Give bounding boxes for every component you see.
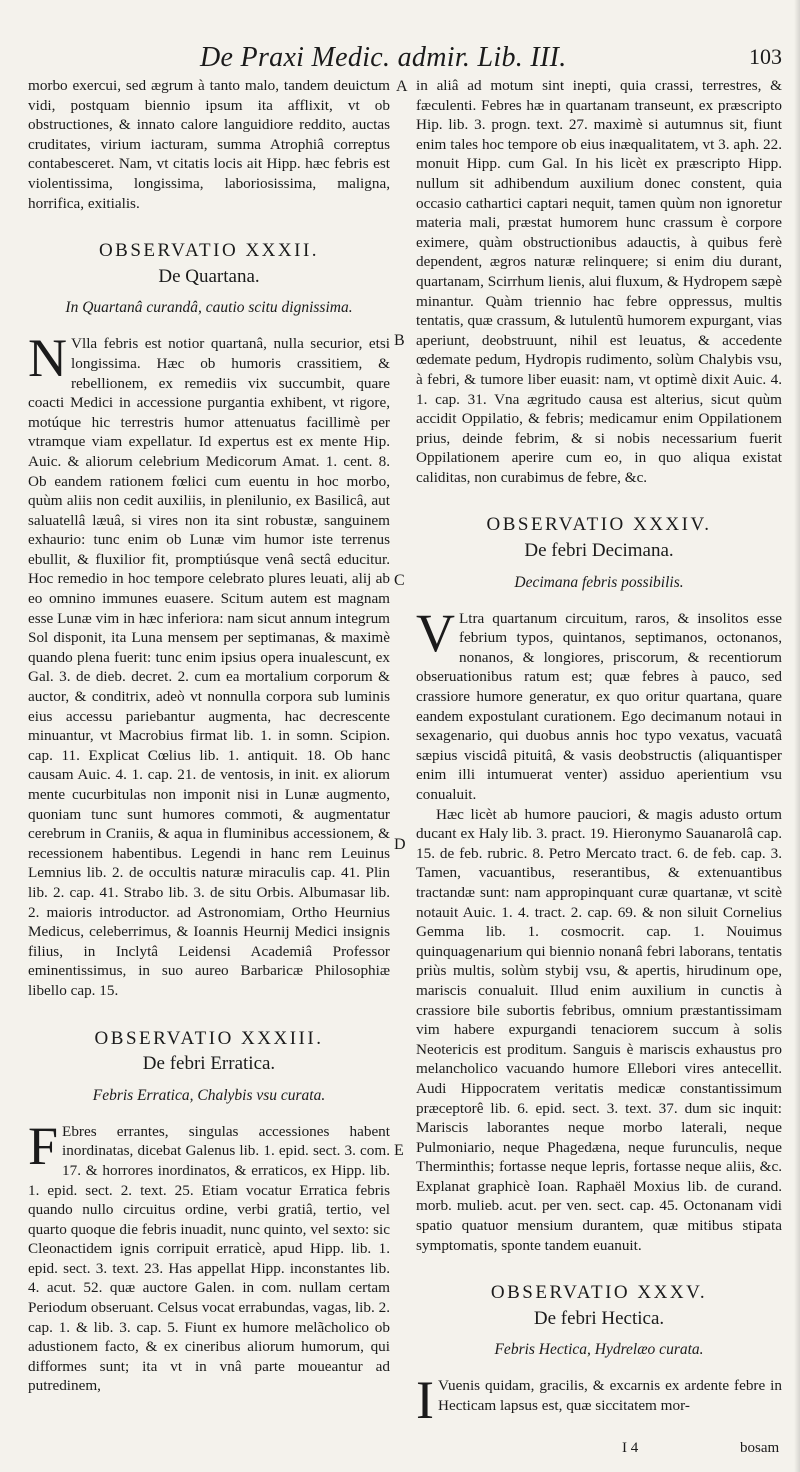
observation-32-body <box>28 328 390 1000</box>
observation-34-motto: Decimana febris possibilis. <box>514 573 684 591</box>
drop-capital: I <box>416 1370 434 1431</box>
left-continuation-paragraph: morbo exercui, sed ægrum à tanto malo, tandem deuictum vidi, postquam biennio ipsum ita afflixit, vt ob obstructiones, & innato calore languidiore reddito, auctas cruditates, virium iacturam, summa Atrophiâ correptus contabesceret. Nam, vt citatis locis ait Hipp. hæc febris est violentissima, longissima, laboriosissima, maligna, horrifica, exitialis. <box>28 77 390 212</box>
drop-capital: N <box>28 328 67 389</box>
observation-34-body <box>416 602 782 805</box>
observation-32-text: Vlla febris est notior quartanâ, nulla securior, etsi longissima. Hæc ob humoris crassitiem, & rebellionem, ex remediis vix succumbit, quare coacti Medici in accessione purgantia exhibent, vt rigore, motúque hic terrestris humor attenuatus facillimè per vtramque viam expellatur. Id expertus est ex mente Hip. Auic. & aliorum celebrium Medicorum Amat. 1. cent. 8. Ob eandem rationem fœlici cum euentu in hoc morbo, quùm aliis non cedit auxiliis, in plenilunio, ex Basilicâ, aut saluatellâ læuâ, si vires non ita sint robustæ, sanguinem exhaurio: tunc enim ob Lunæ vim humor iste terrenus ebullit, & fluxilior fit, promptiúsque venâ sectâ educitur. Hoc remedio in hoc tempore celebrato plures leuati, alij ab eo omnino immunes euasere. Scitum autem est magnam esse Lunæ vim in hæc inferiora: nam sicut annum integrum Sol disponit, ita Luna mensem per septimanas, & maximè quando plena fuerit: tunc enim ipsius opera inualescunt, ex Gal. 3. de dieb. decret. 2. cum ea mortalium corporum & auctor, & conditrix, adeò vt nonnulla corpora sub luminis eius accessu pariebantur augmenta, hac decrescente minuantur, vt Macrobius firmat lib. 1. in somn. Scipion. cap. 11. Explicat Cœlius lib. 1. antiquit. 18. Ob hanc causam Auic. 4. 1. cap. 21. de ventosis, in init. ex aliorum mente cucurbitulas non imponit nisi in Lunæ augmento, quoniam tunc sunt humores commoti, & augmentatur cerebrum in Craniis, & aqua in fluminibus accessionem, & recessionem habentibus. Legendi in hanc rem Leuinus Lemnius lib. 2. de occultis naturæ miraculis cap. 41. Plin lib. 2. cap. 41. Strabo lib. 3. de situ Orbis. Albumasar lib. 2. maioris introductor. ad Astronomiam, Ortho Heurnius Medicus, celeberrimus, & Ioannis Heurnij Medici insignis filius, in Inclytâ Leidensi Academiâ Professor eminentissimus, in suo aureo Barbaricæ Philosophiæ libello cap. 15. <box>28 335 390 999</box>
right-continuation-paragraph: in aliâ ad motum sint inepti, quia crassi, terrestres, & fæculenti. Febres hæ in quartanam transeunt, ex præscripto Hip. lib. 3. progn. text. 27. maximè si autumnus sit, fiunt enim tales hoc tempore ob eius inæqualitatem, vt 3. aph. 22. monuit Hipp. cum Gal. In his licèt ex præscripto Hipp. nullum sit adhibendum auxilium donec constent, quia occasio cathartici captari nequit, tamen quùm non ignoretur materia mali, præstat humorem hunc crassum è corpore eximere, quàm obstructionibus adauctis, à quibus ferè dependent, ægros naturæ relinquere; si enim diu durant, quartanam, Scirrhum lienis, alui fluxum, & Hydropem sæpè minantur. Quàm triennio hac febre oppressus, multis tentatis, quæ crassum, & lutulentũ humorem expurgant, vias aperiunt, deobstruunt, nihil est leuatus, & accedente œdemate pedum, Hydropis rudimento, solùm Chalybis vsu, à febri, & tumore liber euasit: nam, vt optimè dixit Auic. 4. 1. cap. 31. Vna ægritudo causa est alterius, sicut quùm accidit Oppilatio, & febris; medicamur enim Oppilationem prius, deinde febrim, & si nobis necessarium fuerit Oppilationem aperire cum eo, in quo aliqua existat caliditas, non curabimus de febre, &c. <box>416 77 782 486</box>
observation-33-subtitle: De febri Erratica. <box>142 1053 276 1075</box>
observation-35-motto: Febris Hectica, Hydrelæo curata. <box>494 1341 704 1359</box>
observation-35-subtitle: De febri Hectica. <box>533 1307 665 1329</box>
observation-34-text: Ltra quartanum circuitum, raros, & insolitos esse febrium typos, quintanos, septimanos, octonanos, nonanos, & longiores, priscorum, & recentiorum obseruationibus ratum est; quæ febres à pauco, sed crassiore humore generatur, ex quo oritur quartana, quare eandem expostulant curationem. Ego decimanum notaui in sexagenario, qui duobus annis hoc typo vexatus, vacuatâ sæpius viscidâ pituitâ, & vasis deobstructis (aliquantisper enim illi intumuerat venter) assiduo aperientium vsu conualuit. <box>416 609 782 803</box>
observation-34-subtitle: De febri Decimana. <box>524 540 674 562</box>
observation-34-heading: OBSERVATIO XXXIV. <box>486 514 712 536</box>
left-column <box>28 76 390 1396</box>
page-edge-shadow <box>794 0 800 1472</box>
page-number: 103 <box>749 44 782 69</box>
margin-letter-e: E <box>394 1142 404 1159</box>
observation-34-second-paragraph: Hæc licèt ab humore pauciori, & magis adusto ortum ducant ex Haly lib. 3. pract. 19. Hieronymo Sauanarolâ cap. 15. de feb. rubric. 8. Petro Mercato tract. 6. de feb. cap. 3. Tamen, vacuantibus, reserantibus, & extenuantibus tractandæ sunt: nam appropinquant curæ quartanæ, vt scitè notauit Auic. 1. 4. tract. 2. cap. 69. & non siluit Cornelius Gemma lib. 1. cosmocrit. cap. 1. Nouimus quinquagenarium qui biennio nonanâ febri laborans, tentatis priùs multis, solùm stybij vsu, & apertis, hirudinum ope, mariscis conualuit. Illud enim auxilium in cunctis à crassiore bile subortis febribus, omnium præstantissimam vim habere expurgandi tenaciorem succum à solis Neotericis est proditum. Sanguis è mariscis exhaustus pro melancholico vacuando humore Ellebori vires antecellit. Audi Hippocratem veritatis medicæ constantissimum præceptorê lib. 6. epid. sect. 3. text. 37. dum sic inquit: Mariscis laborantes neque morbo laterali, neque Pulmoniario, neque Phagedæna, neque furunculis, neque Therminthis; fortasse neque lepris, fortasse neque aliis, &c. Explanat graphicè Ioan. Raphaël Moxius lib. de curand. morb. mulieb. acut. per ven. sect. cap. 45. Octonanam vidi spatio quatuor mensium durantem, quæ mitibus stipata symptomatis, sponte tandem euanuit. <box>416 805 782 1254</box>
margin-letter-a: A <box>396 78 408 95</box>
running-title: De Praxi Medic. admir. Lib. III. <box>200 42 567 73</box>
observation-32-motto: In Quartanâ curandâ, cautio scitu dignissima. <box>65 299 353 317</box>
observation-35-heading: OBSERVATIO XXXV. <box>490 1282 708 1304</box>
observation-33-heading: OBSERVATIO XXXIII. <box>94 1027 324 1049</box>
observation-33-body <box>28 1115 390 1396</box>
right-column <box>416 76 782 1431</box>
observation-35-text: Vuenis quidam, gracilis, & excarnis ex ardente febre in Hecticam lapsus est, quæ siccitatem mor- <box>437 1377 782 1415</box>
drop-capital: F <box>28 1115 59 1176</box>
signature-mark: I 4 <box>622 1440 639 1456</box>
drop-capital: V <box>416 602 455 663</box>
margin-letter-c: C <box>394 572 405 589</box>
observation-33-motto: Febris Erratica, Chalybis vsu curata. <box>92 1086 326 1104</box>
observation-32-subtitle: De Quartana. <box>158 265 260 287</box>
margin-letter-b: B <box>394 332 405 349</box>
margin-letter-d: D <box>394 836 406 853</box>
observation-32-heading: OBSERVATIO XXXII. <box>98 240 320 262</box>
catchword: bosam <box>740 1440 780 1456</box>
observation-33-text: Ebres errantes, singulas accessiones habent inordinatas, dicebat Galenus lib. 1. epid. sect. 3. com. 17. & horrores inordinatos, & erraticos, ex Hipp. lib. 1. epid. sect. 2. text. 25. Etiam vocatur Erratica febris quando nullo circuitus ordine, verbi gratiâ, tertio, vel quarto quoque die febris inuadit, nunc quinto, vel sexto: sic Cleonactidem ignis corripuit erraticè, apud Hipp. lib. 1. epid. sect. 3. text. 23. Has appellat Hipp. inconstantes lib. 4. acut. 52. quæ auctore Galen. in com. nullam certam Periodum obseruant. Celsus vocat errabundas, vagas, lib. 2. cap. 1. & lib. 3. cap. 5. Fiunt ex humore melãcholico ob adustionem facto, & ex cineribus aliorum humorum, qui difformes sunt; ita vt in vnâ parte moueantur ad putredinem, <box>28 1122 390 1395</box>
observation-35-body <box>416 1370 782 1431</box>
